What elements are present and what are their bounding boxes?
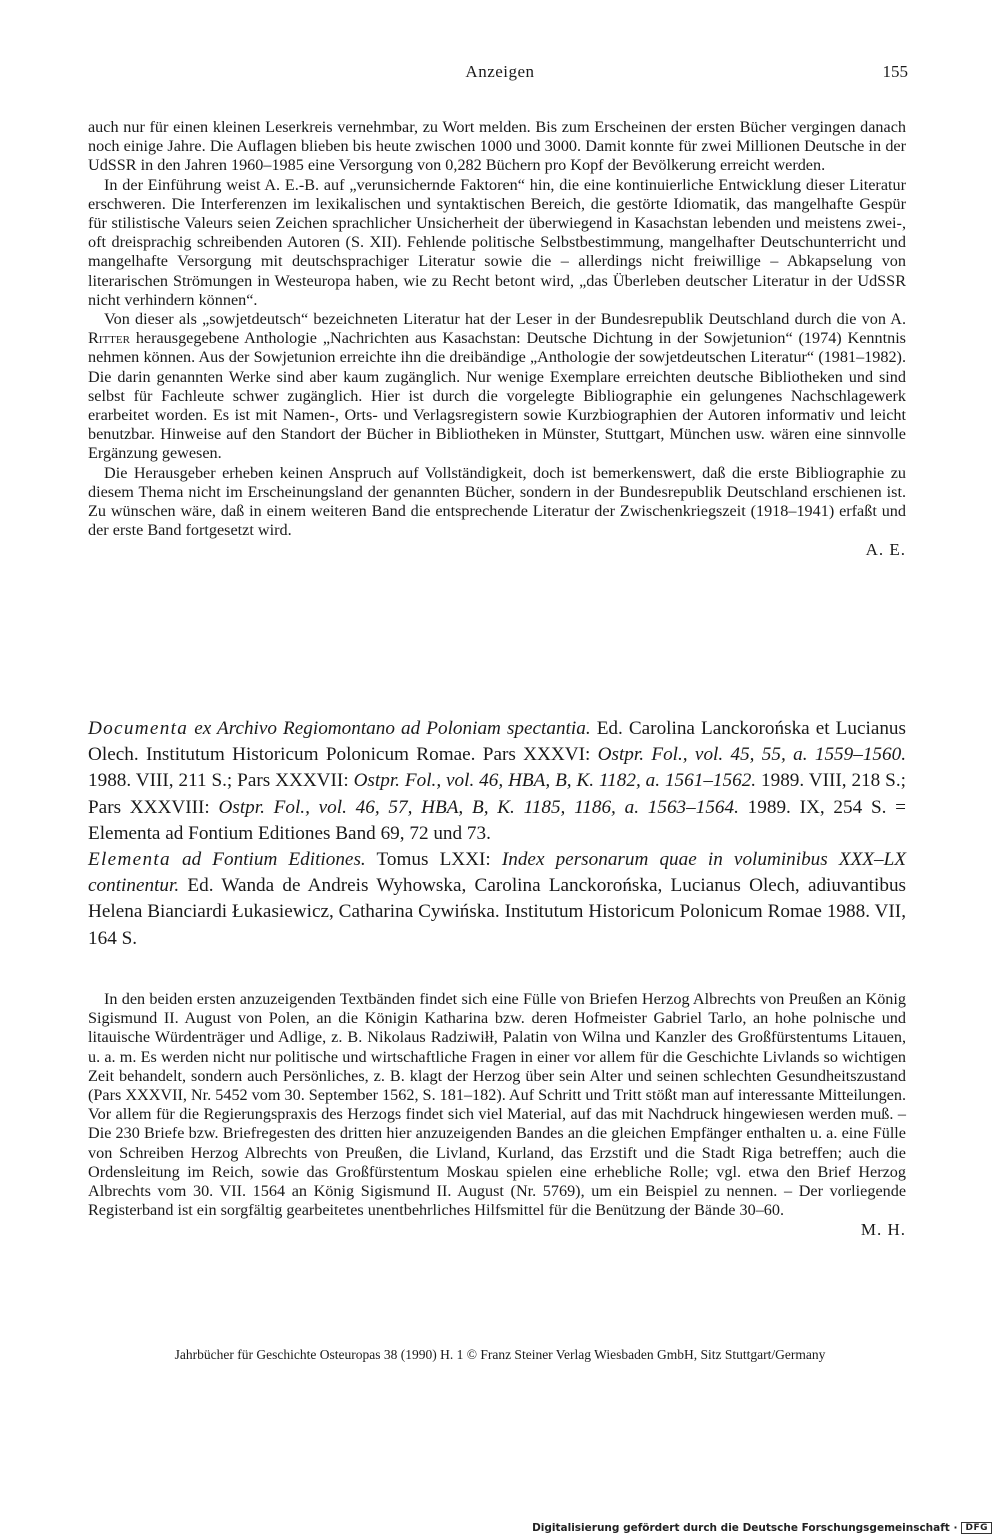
bibliographic-entry-2 — [88, 847, 906, 952]
text-segment: Von dieser als „sowjetdeutsch“ bezeichneten Literatur hat der Leser in der Bundesrepublik Deutschland durch die von A. — [104, 310, 906, 329]
review-2 — [88, 990, 906, 1240]
bib-text: Tomus LXXI: — [365, 849, 502, 871]
bib-italic: Index personarum quae in voluminibus XXX–LX continentur. — [88, 849, 906, 897]
page-number: 155 — [882, 62, 908, 81]
bib-text: Ed. Wanda de Andreis Wyhowska, Carolina Lanckorońska, Lucianus Olech, adiuvantibus Helena Bianciardi Łukasiewicz, Catharina Cywińska. Institutum Historicum Polonicum Romae 1988. VII, 164 S. — [88, 875, 906, 949]
bib-italic: Ostpr. Fol., vol. 45, 55, a. 1559–1560. — [597, 744, 906, 766]
bib-italic: Ostpr. Fol., vol. 46, 57, HBA, B, K. 1185, 1186, a. 1563–1564. — [218, 796, 739, 818]
bib-title-spaced: Elementa — [88, 849, 171, 871]
review-2-signature: M. H. — [860, 1220, 906, 1240]
digitization-notice — [0, 1522, 992, 1534]
review-1-paragraph-4: Die Herausgeber erheben keinen Anspruch auf Vollständigkeit, doch ist bemerkenswert, daß die erste Bibliographie zu diesem Thema nicht im Erscheinungsland der genannten Bücher, sondern in der Bundesrepublik Deutschland erschienen ist. Zu wünschen wäre, daß in einem weiteren Band die entsprechende Literatur der Zwischenkriegszeit (1918–1941) erfaßt und der erste Band fortgesetzt wird. — [88, 463, 906, 540]
bib-text: 1989. IX, 254 S. = Elementa ad Fontium Editiones Band 69, 72 und 73. — [88, 796, 907, 844]
review-2-bibliography — [88, 716, 906, 952]
bib-italic: Ostpr. Fol., vol. 46, HBA, B, K. 1182, a. 1561–1562. — [353, 770, 757, 792]
review-1-signature: A. E. — [865, 540, 906, 560]
bib-title: ad Fontium Editiones. — [170, 849, 366, 871]
author-name-ritter: Ritter — [88, 329, 130, 348]
text-segment: herausgegebene Anthologie „Nachrichten aus Kasachstan: Deutsche Dichtung in der Sowjetunion“ (1974) Kenntnis nehmen können. Aus der Sowjetunion erreichte ihn die dreibändige „Anthologie der sowjetdeutschen Literatur“ (1981–1982). Die darin genannten Werke sind aber kaum zugänglich. Nur wenige Exemplare erreichten deutsche Bibliotheken und sind selbst für Fachleute schwer zugänglich. Hier ist durch die vorgelegte Bibliographie ein gelungenes Nachschlagewerk erarbeitet worden. Es ist mit Namen-, Orts- und Verlagsregistern sowie Kurzbiographien der Autoren informativ und leicht benutzbar. Hinweise auf den Standort der Bücher in Bibliotheken in Münster, Stuttgart, München usw. wären eine sinnvolle Ergänzung gewesen. — [88, 329, 906, 463]
bibliographic-entry-1 — [88, 716, 906, 847]
bib-title-spaced: Documenta — [88, 718, 189, 739]
dfg-notice-text: Digitalisierung gefördert durch die Deutsche Forschungsgemeinschaft · — [532, 1522, 958, 1534]
review-1-paragraph-2: In der Einführung weist A. E.-B. auf „verunsichernde Faktoren“ hin, die eine kontinuierliche Entwicklung dieser Literatur erschweren. Die Interferenzen im lexikalischen und syntaktischen Bereich, die gestörte Idiomatik, das mangelhafte Gespür für stilistische Valeurs seien Zeichen sprachlicher Unsicherheit der überwiegend in Kasachstan lebenden und meistens zwei-, oft dreisprachig schreibenden Autoren (S. XII). Fehlende politische Selbstbestimmung, mangelhafter Deutschunterricht und mangelhafte Versorgung mit deutschsprachiger Literatur sowie die – allerdings nicht freiwillige – Abkapselung von literarischen Strömungen in Westeuropa haben, wie zu Recht betont wird, „das Überleben deutscher Literatur in der UdSSR nicht verhindern können“. — [88, 175, 906, 309]
dfg-logo: DFG — [961, 1522, 992, 1534]
bib-text: 1988. VIII, 211 S.; Pars XXXVII: — [88, 770, 354, 792]
running-header: Anzeigen — [465, 62, 535, 81]
bib-text: 1989. VIII, 218 S.; Pars XXXVIII: — [88, 770, 906, 818]
review-1 — [88, 118, 906, 560]
bib-title: ex Archivo Regiomontano ad Poloniam spectantia. — [188, 718, 591, 739]
bib-text: Ed. Carolina Lanckorońska et Lucianus Olech. Institutum Historicum Polonicum Romae. Pars XXXVI: — [88, 718, 906, 766]
journal-footer: Jahrbücher für Geschichte Osteuropas 38 (1990) H. 1 © Franz Steiner Verlag Wiesbaden GmbH, Sitz Stuttgart/Germany — [174, 1347, 826, 1362]
review-1-paragraph-1: auch nur für einen kleinen Leserkreis vernehmbar, zu Wort melden. Bis zum Erscheinen der ersten Bücher vergingen danach noch einige Jahre. Die Auflagen blieben bis heute zwischen 1000 und 3000. Damit konnte für zwei Millionen Deutsche in der UdSSR in den Jahren 1960–1985 eine Versorgung von 0,282 Büchern pro Kopf der Bevölkerung erreicht werden. — [88, 118, 906, 175]
review-2-body: In den beiden ersten anzuzeigenden Textbänden findet sich eine Fülle von Briefen Herzog Albrechts von Preußen an König Sigismund II. August von Polen, an die Königin Katharina bzw. deren Hofmeister Gabriel Tarlo, an hohe polnische und litauische Würdenträger und Adlige, z. B. Nikolaus Radziwiłł, Palatin von Wilna und Kanzler des Großfürstentums Litauen, u. a. m. Es werden nicht nur politische und wirtschaftliche Fragen in einer vor allem für die Geschichte Livlands so wichtigen Zeit behandelt, sondern auch Persönliches, z. B. klagt der Herzog über sein Alter und seinen schlechten Gesundheitszustand (Pars XXXVII, Nr. 5452 vom 30. September 1562, S. 181–182). Auf Schritt und Tritt stößt man auf interessante Mitteilungen. Vor allem für die Regierungspraxis des Herzogs findet sich viel Material, auf das mit Nachdruck hingewiesen werden muß. – Die 230 Briefe bzw. Briefregesten des dritten hier anzuzeigenden Bandes an die gleichen Empfänger enthalten u. a. eine Fülle von Schreiben Herzog Albrechts von Preußen, die Livland, Kurland, das Erzstift und die Stadt Riga betreffen; auch die Ordensleitung im Reich, sowie das Großfürstentum Moskau spielen eine erhebliche Rolle; vgl. etwa den Brief Herzog Albrechts vom 30. VII. 1564 an König Sigismund II. August (Nr. 5769), um ein Beispiel zu nennen. – Der vorliegende Registerband ist ein sorgfältig gearbeitetes unentbehrliches Hilfsmittel für die Benützung der Bände 30–60. — [88, 990, 906, 1220]
review-1-paragraph-3 — [88, 310, 906, 464]
